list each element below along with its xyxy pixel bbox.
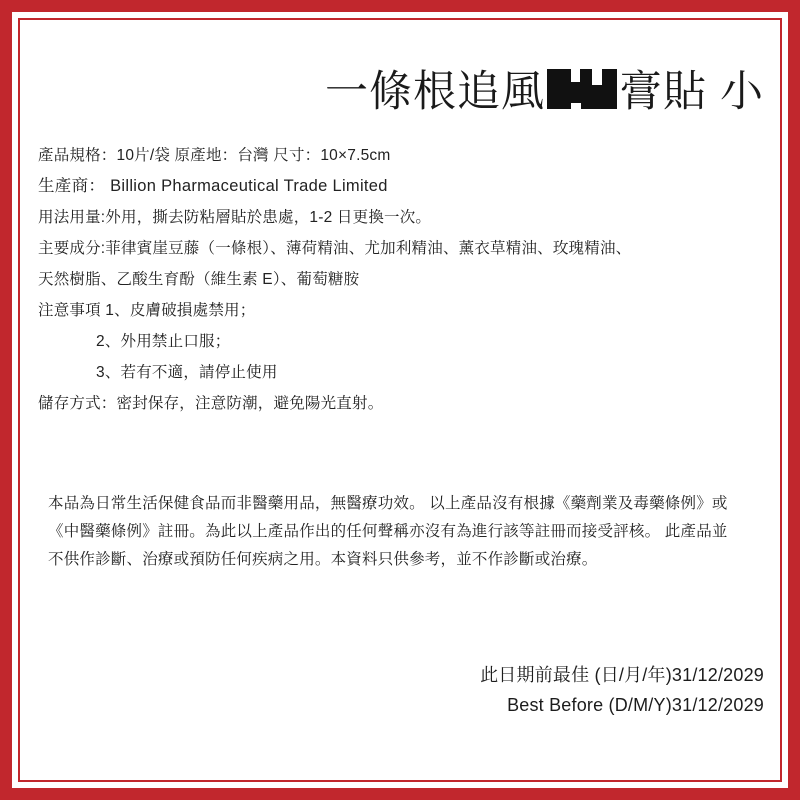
- disclaimer-text: 本品為日常生活保健食品而非醫藥用品，無醫療功效。 以上產品沒有根據《藥劑業及毒藥條例》或《中醫藥條例》註冊。為此以上產品作出的任何聲稱亦沒有為進行該等註冊而接受評核。 此產品並不供作診斷、治療或預防任何疾病之用。本資料只供參考，並不作診斷或治療。: [48, 495, 728, 568]
- best-before-chinese: 此日期前最佳 (日/月/年)31/12/2029: [480, 665, 764, 685]
- spec-line-usage: 用法用量:外用，撕去防粘層貼於患處，1-2 日更換一次。: [38, 209, 432, 226]
- spec-line-product-size: 產品規格：10片/袋 原產地：台灣 尺寸：10×7.5cm: [38, 147, 391, 164]
- spec-line-caution-3: 3、若有不適，請停止使用: [96, 364, 278, 381]
- spec-line-ingredients-2: 天然樹脂、乙酸生育酚（維生素 E）、葡萄糖胺: [38, 271, 360, 288]
- spec-line-ingredients-1: 主要成分:菲律賓崖豆藤（一條根）、薄荷精油、尤加利精油、薰衣草精油、玫瑰精油、: [38, 240, 632, 257]
- spec-line-manufacturer: 生產商： Billion Pharmaceutical Trade Limited: [38, 177, 388, 195]
- redaction-bar-icon: [547, 69, 617, 109]
- spec-line-storage: 儲存方式：密封保存，注意防潮，避免陽光直射。: [38, 395, 384, 412]
- spec-line-caution-1: 注意事項 1、皮膚破損處禁用；: [38, 302, 256, 319]
- title-text-before: 一條根追風: [325, 68, 546, 116]
- specification-block: [38, 140, 758, 419]
- label-content: [28, 28, 772, 772]
- spec-line-caution-2: 2、外用禁止口服；: [96, 333, 231, 350]
- page-title: [20, 58, 764, 119]
- title-text-after: 膏貼 小: [619, 68, 764, 116]
- best-before-block: [480, 660, 764, 720]
- best-before-english: Best Before (D/M/Y)31/12/2029: [507, 695, 764, 715]
